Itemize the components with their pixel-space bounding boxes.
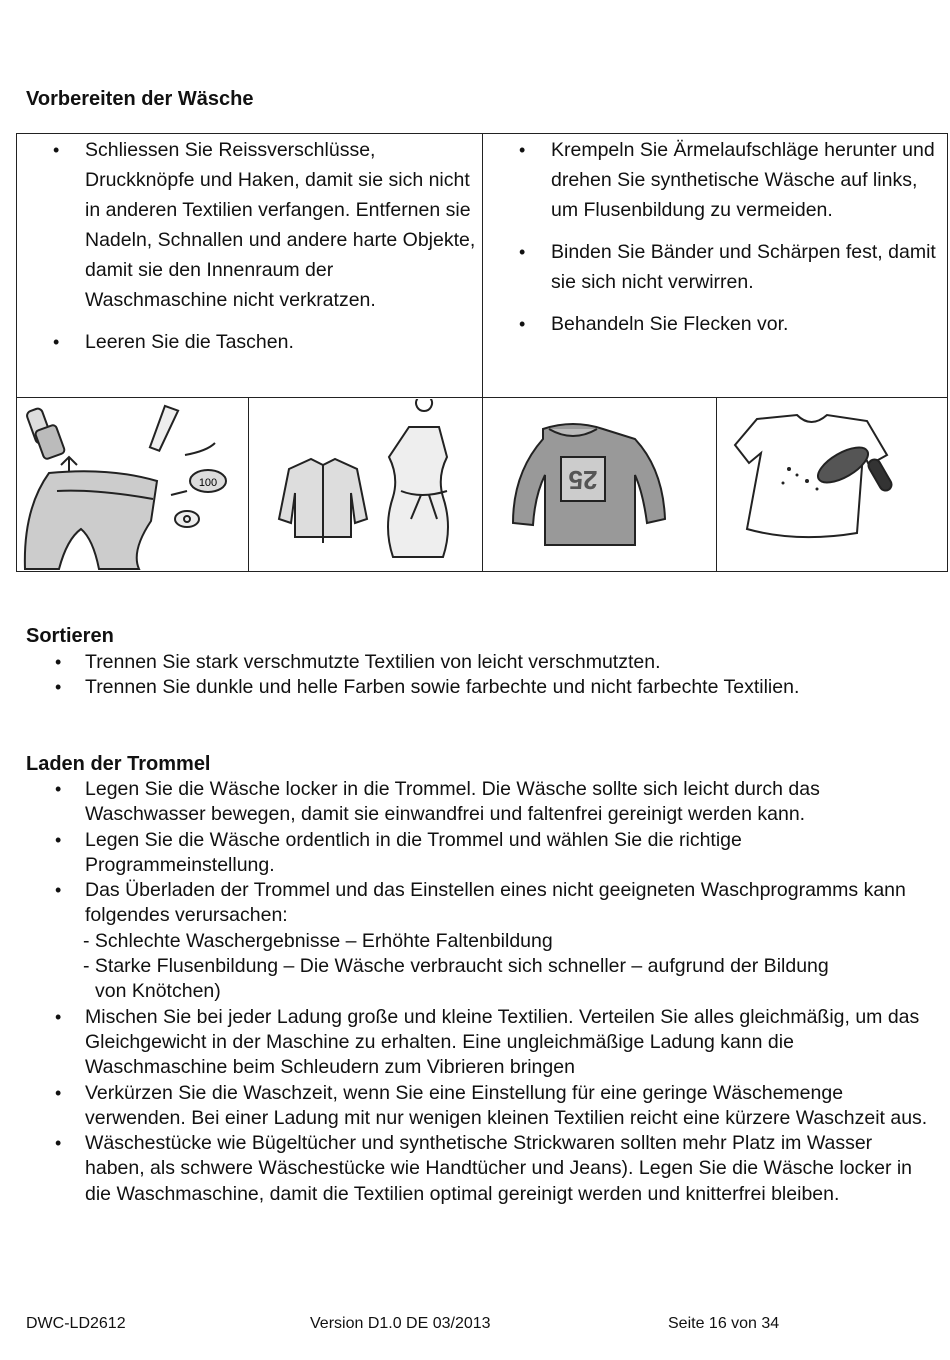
prep-left-list (53, 135, 477, 369)
list-item: • Wäschestücke wie Bügeltücher und synthetische Strickwaren sollten mehr Platz im Wasser haben, als schwere Wäschestücke wie Handtücher und Jeans). Legen Sie die Wäsche locker in die Waschmaschine, damit die Textilien optimal gereinigt werden und knitterfrei bleiben. (55, 1132, 913, 1205)
sub-item: - Starke Flusenbildung – Die Wäsche verbraucht sich schneller – aufgrund der Bildung (83, 955, 829, 978)
section-heading-sort: Sortieren (26, 625, 114, 647)
list-item: • Verkürzen Sie die Waschzeit, wenn Sie eine Einstellung für eine geringe Wäschemenge verwenden. Bei einer Ladung mit nur wenigen kleinen Textilien reicht eine kürzere Waschzeit aus. (55, 1081, 928, 1129)
list-item: • Krempeln Sie Ärmelaufschläge herunter und drehen Sie synthetische Wäsche auf links, um Flusenbildung zu vermeiden. (519, 139, 935, 221)
list-item: • Leeren Sie die Taschen. (53, 331, 294, 353)
section-heading-load: Laden der Trommel (26, 753, 211, 775)
list-item: • Legen Sie die Wäsche ordentlich in die Trommel und wählen Sie die richtige Programmeinstellung. (55, 828, 742, 876)
list-item: • Mischen Sie bei jeder Ladung große und kleine Textilien. Verteilen Sie alles gleichmäßig, um das Gleichgewicht in der Maschine zu erhalten. Eine ungleichmäßige Ladung kann die Waschmaschine beim Schleudern zum Vibrieren bringen (55, 1005, 920, 1079)
list-item: • Schliessen Sie Reissverschlüsse, Druckknöpfe und Haken, damit sie sich nicht in anderen Textilien verfangen. Entfernen sie Nadeln, Schnallen und andere harte Objekte, damit sie den Innenraum der Waschmaschine nicht verkratzen. (53, 139, 476, 311)
sweater-icon (483, 399, 716, 571)
sweater-label: 25 (568, 465, 598, 495)
sub-item-continued: von Knötchen) (95, 980, 221, 1003)
footer-page-number: Seite 16 von 34 (668, 1315, 780, 1332)
jacket-and-apron-icon (249, 399, 482, 571)
list-item: • Das Überladen der Trommel und das Einstellen eines nicht geeigneten Waschprogramms kann folgendes verursachen: - Schlechte Waschergebnisse – Erhöhte Faltenbildung - Starke Flusenbildung – Die Wäsche verbraucht sich schneller – aufgrund der Bildung von Knötchen) (85, 878, 935, 1004)
footer-doc-id: DWC-LD2612 (26, 1315, 126, 1332)
list-item: • Binden Sie Bänder und Schärpen fest, damit sie sich nicht verwirren. (519, 241, 936, 293)
pocket-emptying-icon (17, 399, 248, 571)
table-divider (482, 133, 483, 398)
footer-version: Version D1.0 DE 03/2013 (310, 1315, 491, 1332)
coin-label: 100 (198, 477, 218, 489)
list-item: • Behandeln Sie Flecken vor. (519, 313, 789, 335)
list-item: • Trennen Sie stark verschmutzte Textilien von leicht verschmutzten. (55, 651, 661, 673)
load-list (55, 777, 935, 1207)
sort-list (55, 650, 935, 701)
stain-brush-icon (717, 399, 947, 571)
prep-right-list (519, 135, 943, 351)
list-item: • Legen Sie die Wäsche locker in die Trommel. Die Wäsche sollte sich leicht durch das Waschwasser bewegen, damit sie einwandfrei und faltenfrei gereinigt werden kann. (55, 778, 820, 826)
section-heading-prep: Vorbereiten der Wäsche (26, 88, 254, 110)
sub-item: - Schlechte Waschergebnisse – Erhöhte Faltenbildung (83, 929, 553, 952)
list-item: • Trennen Sie dunkle und helle Farben sowie farbechte und nicht farbechte Textilien. (55, 676, 800, 699)
